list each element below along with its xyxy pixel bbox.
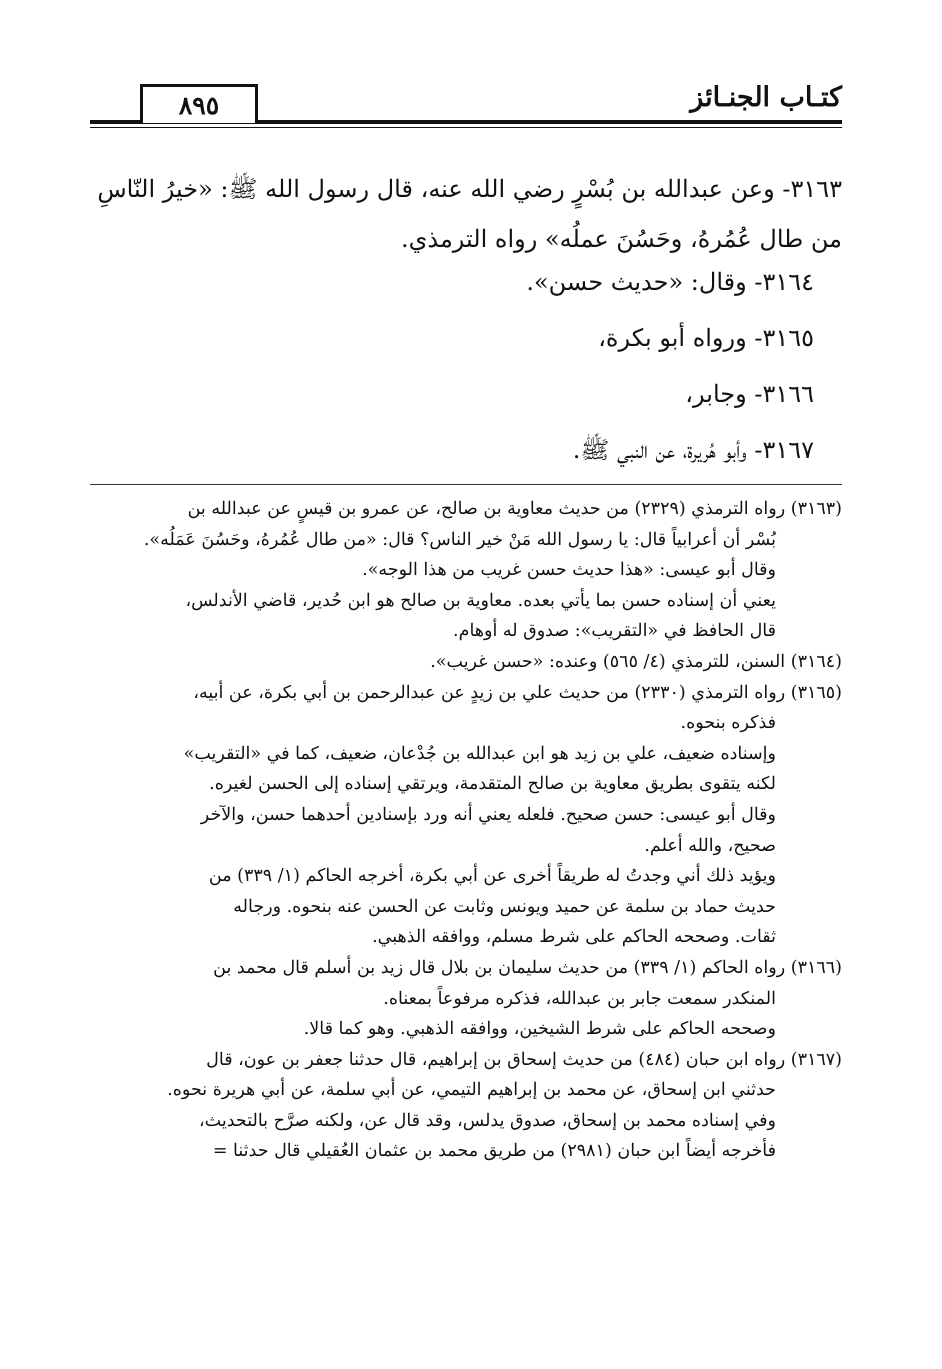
footnote-line: صحيح، والله أعلم. <box>644 835 776 856</box>
hadith-3163 <box>90 164 842 264</box>
hadith-line: من طال عُمُرهُ، وحَسُنَ عملُه» رواه الترمذي. <box>400 225 842 253</box>
footnote-line: ثقات. وصححه الحاكم على شرط مسلم، ووافقه الذهبي. <box>372 927 776 948</box>
hadith-3167: ٣١٦٧- وأبو هُريرة، عن النبي ﷺ. <box>572 436 814 464</box>
footnote-line: وفي إسناده محمد بن إسحاق، صدوق يدلس، وقد قال عن، ولكنه صرَّح بالتحديث، <box>199 1110 776 1131</box>
hadith-3165: ٣١٦٥- ورواه أبو بكرة، <box>598 324 814 352</box>
footnote-line: المنكدر سمعت جابر بن عبدالله، فذكره مرفوعاً بمعناه. <box>383 988 776 1009</box>
footnote-line: وإسناده ضعيف، علي بن زيد هو ابن عبدالله بن جُدْعان، ضعيف، كما في «التقريب» <box>183 743 776 764</box>
hadith-line: ٣١٦٣- وعن عبدالله بن بُسْرٍ رضي الله عنه، قال رسول الله ﷺ: «خيرُ النّاسِ <box>97 175 842 203</box>
footnote-line: يعني أن إسناده حسن بما يأتي بعده. معاوية بن صالح هو ابن حُدير، قاضي الأندلس، <box>185 590 776 611</box>
footnote-line: (٣١٦٥) رواه الترمذي (٢٣٣٠) من حديث علي بن زيدٍ عن عبدالرحمن بن أبي بكرة، عن أبيه، <box>193 682 842 703</box>
footnote-line: (٣١٦٦) رواه الحاكم (١/ ٣٣٩) من حديث سليمان بن بلال قال زيد بن أسلم قال محمد بن <box>213 957 842 978</box>
footnote-line: فذكره بنحوه. <box>680 713 776 734</box>
footnote-line: وقال أبو عيسى: «هذا حديث حسن غريب من هذا الوجه». <box>362 560 776 581</box>
footnotes <box>86 494 842 1167</box>
header-rule-thin <box>90 127 842 128</box>
footnote-line: ويؤيد ذلك أني وجدتُ له طريقاً أخرى عن أبي بكرة، أخرجه الحاكم (١/ ٣٣٩) من <box>208 866 776 887</box>
footnote-line: وصححه الحاكم على شرط الشيخين، ووافقه الذهبي. وهو كما قالا. <box>303 1019 776 1040</box>
footnote-line: قال الحافظ في «التقريب»: صدوق له أوهام. <box>453 621 776 642</box>
hadith-3166: ٣١٦٦- وجابر، <box>685 380 814 408</box>
running-header <box>90 78 842 126</box>
footnote-line: (٣١٦٣) رواه الترمذي (٢٣٢٩) من حديث معاوية بن صالح، عن عمرو بن قيسٍ عن عبدالله بن <box>187 499 842 519</box>
footnote-line: فأخرجه أيضاً ابن حبان (٢٩٨١) من طريق محمد بن عثمان العُقيلي قال حدثنا = <box>212 1141 776 1162</box>
footnote-line: بُسْر أن أعرابياً قال: يا رسول الله مَنْ خير الناس؟ قال: «من طال عُمُرهُ، وحَسُنَ عَمَلُه». <box>143 529 776 550</box>
footnote-line: لكنه يتقوى بطريق معاوية بن صالح المتقدمة، ويرتقي إسناده إلى الحسن لغيره. <box>209 774 776 795</box>
footnote-line: حديث حماد بن سلمة عن حميد ويونس وثابت عن الحسن عنه بنحوه. ورجاله <box>233 896 776 917</box>
page-number: ٨٩٥ <box>140 84 258 123</box>
hadith-3164: ٣١٦٤- وقال: «حديث حسن». <box>526 268 814 296</box>
book-title: كتـاب الجنـائز <box>690 82 842 113</box>
footnote-line: (٣١٦٤) السنن، للترمذي (٤/ ٥٦٥) وعنده: «حسن غريب». <box>430 651 842 672</box>
footnote-separator <box>90 484 842 485</box>
footnote-line: وقال أبو عيسى: حسن صحيح. فلعله يعني أنه ورد بإسنادين أحدهما حسن، والآخر <box>200 804 776 825</box>
footnote-line: حدثني ابن إسحاق، عن محمد بن إبراهيم التيمي، عن أبي سلمة، عن أبي هريرة نحوه. <box>167 1080 776 1101</box>
footnote-line: (٣١٦٧) رواه ابن حبان (٤٨٤) من حديث إسحاق بن إبراهيم، قال حدثنا جعفر بن عون، قال <box>206 1049 842 1070</box>
